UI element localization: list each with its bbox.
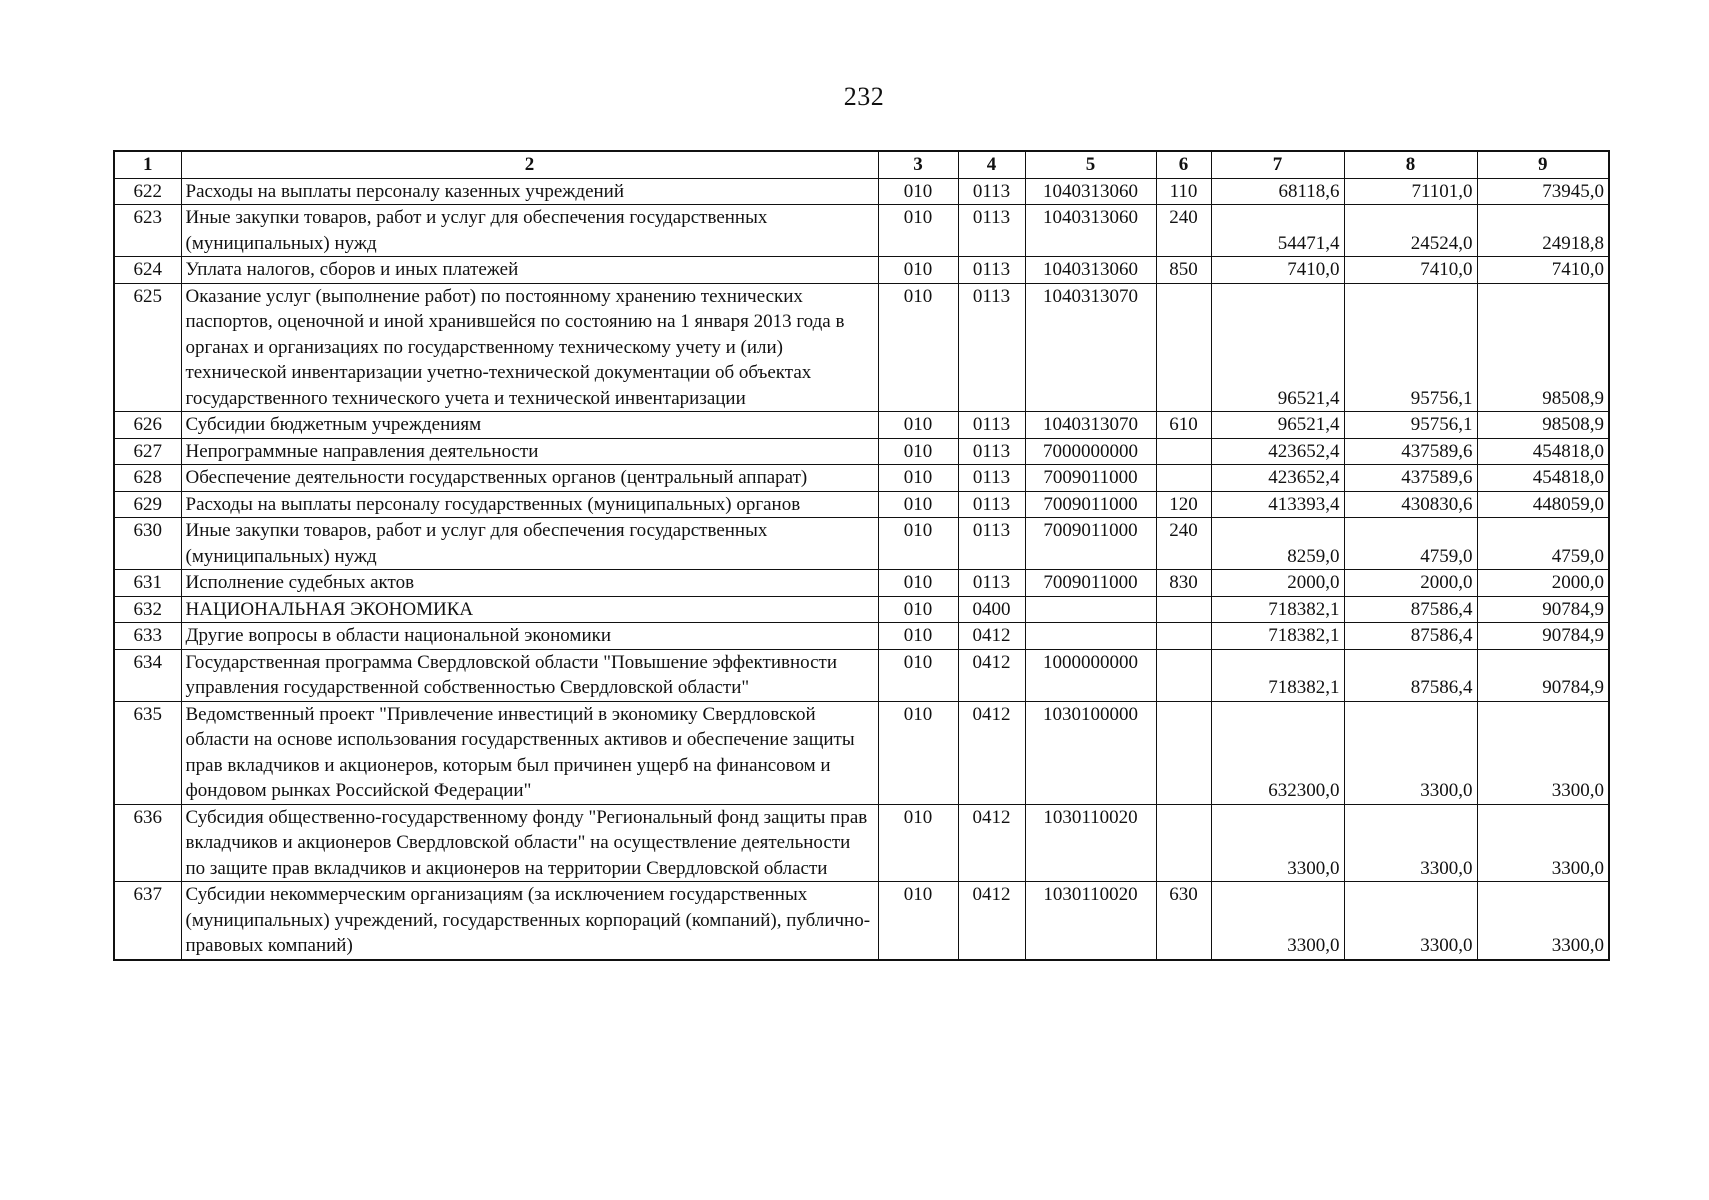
ministry-code: 010 (878, 596, 958, 623)
row-number: 630 (114, 518, 181, 570)
section-code: 0400 (958, 596, 1025, 623)
amount-col-9: 98508,9 (1477, 412, 1609, 439)
amount-col-8: 87586,4 (1344, 596, 1477, 623)
amount-col-7: 3300,0 (1211, 804, 1344, 882)
row-description: Расходы на выплаты персоналу государственных (муниципальных) органов (181, 491, 878, 518)
amount-col-9: 90784,9 (1477, 596, 1609, 623)
amount-col-8: 24524,0 (1344, 205, 1477, 257)
amount-col-7: 413393,4 (1211, 491, 1344, 518)
amount-col-7: 96521,4 (1211, 412, 1344, 439)
table-body (114, 178, 1609, 960)
table-row (114, 205, 1609, 257)
amount-col-8: 3300,0 (1344, 804, 1477, 882)
amount-col-8: 4759,0 (1344, 518, 1477, 570)
row-description: Расходы на выплаты персоналу казенных учреждений (181, 178, 878, 205)
amount-col-8: 3300,0 (1344, 882, 1477, 960)
row-number: 625 (114, 283, 181, 412)
table-row (114, 283, 1609, 412)
amount-col-7: 3300,0 (1211, 882, 1344, 960)
column-header: 3 (878, 151, 958, 178)
amount-col-7: 718382,1 (1211, 596, 1344, 623)
row-number: 637 (114, 882, 181, 960)
row-description: Субсидии некоммерческим организациям (за исключением государственных (муниципальных) учреждений, государственных корпораций (компаний), публично-правовых компаний) (181, 882, 878, 960)
amount-col-8: 71101,0 (1344, 178, 1477, 205)
section-code: 0113 (958, 518, 1025, 570)
table-row (114, 438, 1609, 465)
expense-type-code (1156, 283, 1211, 412)
target-article-code: 7000000000 (1025, 438, 1156, 465)
amount-col-9: 454818,0 (1477, 438, 1609, 465)
row-description: Уплата налогов, сборов и иных платежей (181, 257, 878, 284)
expense-type-code (1156, 465, 1211, 492)
amount-col-8: 2000,0 (1344, 570, 1477, 597)
amount-col-8: 430830,6 (1344, 491, 1477, 518)
expense-type-code: 240 (1156, 205, 1211, 257)
budget-table (113, 150, 1610, 961)
table-row (114, 649, 1609, 701)
ministry-code: 010 (878, 649, 958, 701)
ministry-code: 010 (878, 283, 958, 412)
amount-col-9: 3300,0 (1477, 882, 1609, 960)
ministry-code: 010 (878, 491, 958, 518)
amount-col-9: 7410,0 (1477, 257, 1609, 284)
expense-type-code: 240 (1156, 518, 1211, 570)
row-description: Субсидия общественно-государственному фонду "Региональный фонд защиты прав вкладчиков и акционеров Свердловской области" на осуществление деятельности по защите прав вкладчиков и акционеров на территории Свердловской области (181, 804, 878, 882)
column-header: 2 (181, 151, 878, 178)
table-row (114, 178, 1609, 205)
column-header: 5 (1025, 151, 1156, 178)
column-header: 1 (114, 151, 181, 178)
row-description: Оказание услуг (выполнение работ) по постоянному хранению технических паспортов, оценочной и иной хранившейся по состоянию на 1 января 2013 года в органах и организациях по государственному техническому учету и (или) технической инвентаризации учетно-технической документации об объектах государственного технического учета и технической инвентаризации (181, 283, 878, 412)
section-code: 0412 (958, 701, 1025, 804)
amount-col-7: 54471,4 (1211, 205, 1344, 257)
amount-col-7: 423652,4 (1211, 465, 1344, 492)
table-row (114, 701, 1609, 804)
expense-type-code: 110 (1156, 178, 1211, 205)
target-article-code (1025, 623, 1156, 650)
target-article-code: 1030100000 (1025, 701, 1156, 804)
table-row (114, 570, 1609, 597)
row-number: 623 (114, 205, 181, 257)
ministry-code: 010 (878, 623, 958, 650)
target-article-code: 1030110020 (1025, 804, 1156, 882)
table-row (114, 882, 1609, 960)
table-row (114, 623, 1609, 650)
row-description: Государственная программа Свердловской области "Повышение эффективности управления государственной собственностью Свердловской области" (181, 649, 878, 701)
section-code: 0412 (958, 882, 1025, 960)
expense-type-code (1156, 701, 1211, 804)
amount-col-7: 68118,6 (1211, 178, 1344, 205)
target-article-code: 1040313060 (1025, 178, 1156, 205)
section-code: 0113 (958, 438, 1025, 465)
ministry-code: 010 (878, 804, 958, 882)
table-row (114, 412, 1609, 439)
target-article-code: 1040313070 (1025, 283, 1156, 412)
target-article-code (1025, 596, 1156, 623)
amount-col-8: 3300,0 (1344, 701, 1477, 804)
amount-col-7: 96521,4 (1211, 283, 1344, 412)
expense-type-code: 630 (1156, 882, 1211, 960)
row-description: Иные закупки товаров, работ и услуг для обеспечения государственных (муниципальных) нужд (181, 205, 878, 257)
column-header: 4 (958, 151, 1025, 178)
table-row (114, 804, 1609, 882)
expense-type-code (1156, 623, 1211, 650)
ministry-code: 010 (878, 518, 958, 570)
amount-col-7: 718382,1 (1211, 649, 1344, 701)
ministry-code: 010 (878, 257, 958, 284)
row-number: 636 (114, 804, 181, 882)
ministry-code: 010 (878, 412, 958, 439)
amount-col-8: 95756,1 (1344, 283, 1477, 412)
row-description: Непрограммные направления деятельности (181, 438, 878, 465)
column-header: 7 (1211, 151, 1344, 178)
amount-col-7: 632300,0 (1211, 701, 1344, 804)
target-article-code: 7009011000 (1025, 570, 1156, 597)
target-article-code: 1030110020 (1025, 882, 1156, 960)
section-code: 0113 (958, 491, 1025, 518)
row-number: 634 (114, 649, 181, 701)
section-code: 0113 (958, 412, 1025, 439)
row-number: 632 (114, 596, 181, 623)
target-article-code: 1040313060 (1025, 257, 1156, 284)
section-code: 0113 (958, 570, 1025, 597)
target-article-code: 1040313060 (1025, 205, 1156, 257)
row-description: Субсидии бюджетным учреждениям (181, 412, 878, 439)
table-row (114, 257, 1609, 284)
target-article-code: 1000000000 (1025, 649, 1156, 701)
section-code: 0113 (958, 205, 1025, 257)
row-number: 624 (114, 257, 181, 284)
row-description: Другие вопросы в области национальной экономики (181, 623, 878, 650)
amount-col-7: 718382,1 (1211, 623, 1344, 650)
page-number: 232 (843, 82, 885, 111)
section-code: 0412 (958, 649, 1025, 701)
section-code: 0412 (958, 804, 1025, 882)
ministry-code: 010 (878, 570, 958, 597)
row-description: Обеспечение деятельности государственных органов (центральный аппарат) (181, 465, 878, 492)
amount-col-9: 90784,9 (1477, 649, 1609, 701)
amount-col-9: 3300,0 (1477, 804, 1609, 882)
section-code: 0113 (958, 178, 1025, 205)
amount-col-7: 7410,0 (1211, 257, 1344, 284)
amount-col-8: 87586,4 (1344, 649, 1477, 701)
amount-col-8: 7410,0 (1344, 257, 1477, 284)
column-header: 8 (1344, 151, 1477, 178)
column-header: 9 (1477, 151, 1609, 178)
row-description: Иные закупки товаров, работ и услуг для обеспечения государственных (муниципальных) нужд (181, 518, 878, 570)
expense-type-code (1156, 438, 1211, 465)
table-row (114, 596, 1609, 623)
row-number: 629 (114, 491, 181, 518)
table-row (114, 465, 1609, 492)
expense-type-code: 610 (1156, 412, 1211, 439)
ministry-code: 010 (878, 465, 958, 492)
target-article-code: 7009011000 (1025, 518, 1156, 570)
ministry-code: 010 (878, 701, 958, 804)
section-code: 0113 (958, 465, 1025, 492)
amount-col-9: 24918,8 (1477, 205, 1609, 257)
target-article-code: 1040313070 (1025, 412, 1156, 439)
row-number: 627 (114, 438, 181, 465)
amount-col-9: 73945,0 (1477, 178, 1609, 205)
row-number: 635 (114, 701, 181, 804)
row-number: 626 (114, 412, 181, 439)
expense-type-code (1156, 804, 1211, 882)
section-code: 0412 (958, 623, 1025, 650)
amount-col-9: 2000,0 (1477, 570, 1609, 597)
amount-col-9: 3300,0 (1477, 701, 1609, 804)
section-code: 0113 (958, 283, 1025, 412)
ministry-code: 010 (878, 178, 958, 205)
expense-type-code: 120 (1156, 491, 1211, 518)
expense-type-code (1156, 649, 1211, 701)
row-description: Исполнение судебных актов (181, 570, 878, 597)
expense-type-code (1156, 596, 1211, 623)
row-number: 633 (114, 623, 181, 650)
amount-col-7: 2000,0 (1211, 570, 1344, 597)
ministry-code: 010 (878, 438, 958, 465)
amount-col-7: 423652,4 (1211, 438, 1344, 465)
row-number: 628 (114, 465, 181, 492)
expense-type-code: 850 (1156, 257, 1211, 284)
table-row (114, 518, 1609, 570)
ministry-code: 010 (878, 205, 958, 257)
table-header-row (114, 151, 1609, 178)
amount-col-7: 8259,0 (1211, 518, 1344, 570)
amount-col-9: 4759,0 (1477, 518, 1609, 570)
table-row (114, 491, 1609, 518)
row-number: 631 (114, 570, 181, 597)
expense-type-code: 830 (1156, 570, 1211, 597)
amount-col-9: 448059,0 (1477, 491, 1609, 518)
row-description: НАЦИОНАЛЬНАЯ ЭКОНОМИКА (181, 596, 878, 623)
amount-col-8: 437589,6 (1344, 438, 1477, 465)
target-article-code: 7009011000 (1025, 465, 1156, 492)
row-description: Ведомственный проект "Привлечение инвестиций в экономику Свердловской области на основе использования государственных активов и обеспечение защиты прав вкладчиков и акционеров, которым был причинен ущерб на финансовом и фондовом рынках Российской Федерации" (181, 701, 878, 804)
row-number: 622 (114, 178, 181, 205)
column-header: 6 (1156, 151, 1211, 178)
amount-col-9: 98508,9 (1477, 283, 1609, 412)
section-code: 0113 (958, 257, 1025, 284)
amount-col-8: 87586,4 (1344, 623, 1477, 650)
amount-col-9: 90784,9 (1477, 623, 1609, 650)
ministry-code: 010 (878, 882, 958, 960)
amount-col-8: 95756,1 (1344, 412, 1477, 439)
target-article-code: 7009011000 (1025, 491, 1156, 518)
amount-col-9: 454818,0 (1477, 465, 1609, 492)
amount-col-8: 437589,6 (1344, 465, 1477, 492)
